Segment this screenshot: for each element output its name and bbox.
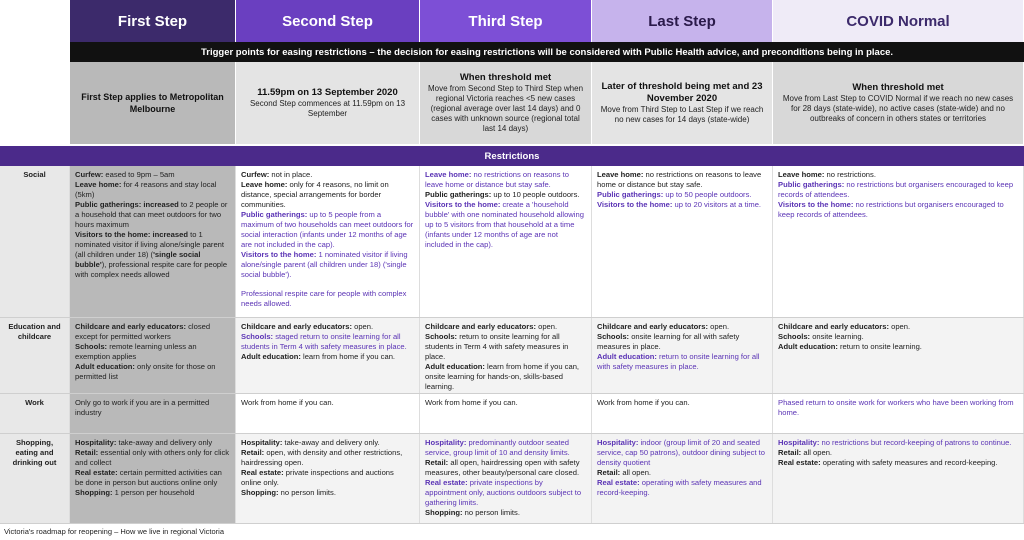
restrictions-banner: Restrictions xyxy=(0,146,1024,166)
text: no restrictions on reasons to leave home or distance but stay safe. xyxy=(597,170,762,189)
timing-second xyxy=(236,62,420,144)
timing-first-title: First Step applies to Metropolitan Melbourne xyxy=(81,92,224,114)
text: create a 'household bubble' with one nominated household allowing up to 5 visitors from that household at a time (infants under 12 months of age are not included in the cap). xyxy=(425,200,584,249)
step-covid-normal: COVID Normal xyxy=(773,0,1024,42)
label: Schools: xyxy=(75,342,108,351)
label: Childcare and early educators: xyxy=(241,322,352,331)
text: no restrictions but organisers encouraged to keep records of attendees. xyxy=(778,200,1004,219)
timing-row xyxy=(0,62,1024,144)
label: 'single social bubble' xyxy=(75,250,201,269)
label: Leave home: xyxy=(778,170,825,179)
shopping-first-step xyxy=(70,434,236,523)
label: Hospitality: xyxy=(241,438,283,447)
trigger-points-banner: Trigger points for easing restrictions – the decision for easing restrictions will be considered with Public Health advice, and preconditions being in place. xyxy=(70,42,1024,62)
text: essential only with others only for click and collect xyxy=(75,448,230,467)
label: Hospitality: xyxy=(597,438,639,447)
label: Curfew: xyxy=(241,170,270,179)
text: up to 20 visitors at a time. xyxy=(672,200,762,209)
row-label-social: Social xyxy=(0,166,70,317)
label: Visitors to the home: increased xyxy=(75,230,188,239)
text: onsite learning for all with safety measures in place. xyxy=(597,332,740,351)
social-last-step xyxy=(592,166,773,317)
text: no person limits. xyxy=(278,488,336,497)
text: return to onsite learning. xyxy=(837,342,922,351)
work-last-step: Work from home if you can. xyxy=(592,394,773,433)
timing-last xyxy=(592,62,773,144)
text: up to 50 people outdoors. xyxy=(663,190,752,199)
social-third-step xyxy=(420,166,592,317)
step-third: Third Step xyxy=(420,0,592,42)
label: Adult education: xyxy=(597,352,657,361)
timing-second-title: 11.59pm on 13 September 2020 xyxy=(257,87,398,98)
label: Leave home: xyxy=(597,170,644,179)
text: certain permitted activities can be done in person but auctions online only xyxy=(75,468,222,487)
label: Shopping: xyxy=(425,508,463,517)
shopping-last-step xyxy=(592,434,773,523)
text: closed except for permitted workers xyxy=(75,322,211,341)
timing-third-title: When threshold met xyxy=(459,72,552,83)
text: no person limits. xyxy=(462,508,520,517)
text: learn from home if you can. xyxy=(300,352,396,361)
label: Leave home: xyxy=(75,180,122,189)
text: eased to 9pm – 5am xyxy=(103,170,175,179)
label: Public gatherings: xyxy=(241,210,308,219)
work-second-step: Work from home if you can. xyxy=(236,394,420,433)
text: open. xyxy=(889,322,911,331)
education-third-step xyxy=(420,318,592,393)
label: Adult education: xyxy=(75,362,135,371)
text: operating with safety measures and record-keeping. xyxy=(597,478,762,497)
timing-third xyxy=(420,62,592,144)
text: remote learning unless an exemption applies xyxy=(75,342,197,361)
text: up to 5 people from a maximum of two households can meet outdoors for social interaction (infants under 12 months of age are not included in the cap). xyxy=(241,210,414,249)
label: Leave home: xyxy=(241,180,288,189)
row-label-education: Education and childcare xyxy=(0,318,70,393)
label: Hospitality: xyxy=(425,438,467,447)
timing-covid-normal xyxy=(773,62,1024,144)
text: 1 person per household xyxy=(112,488,195,497)
text: predominantly outdoor seated service, group limit of 10 and density limits. xyxy=(425,438,570,457)
label: Retail: xyxy=(425,458,449,467)
work-covid-normal: Phased return to onsite work for workers who have been working from home. xyxy=(773,394,1024,433)
text: private inspections by appointment only, auctions outdoors subject to gathering limits. xyxy=(425,478,582,507)
label: Visitors to the home: xyxy=(778,200,854,209)
text: open. xyxy=(536,322,558,331)
label: Childcare and early educators: xyxy=(75,322,186,331)
label: Schools: xyxy=(597,332,630,341)
education-first-step xyxy=(70,318,236,393)
label: Retail: xyxy=(778,448,802,457)
label: Hospitality: xyxy=(75,438,117,447)
text: no restrictions. xyxy=(824,170,876,179)
label: Shopping: xyxy=(75,488,113,497)
figure-caption: Victoria's roadmap for reopening – How we live in regional Victoria xyxy=(4,527,225,536)
step-last: Last Step xyxy=(592,0,773,42)
timing-covid-normal-body: Move from Last Step to COVID Normal if we reach no new cases for 28 days (state-wide), no active cases (state-wide) and no outbreaks of concern in others states or territories xyxy=(782,94,1014,123)
text: open, with density and other restrictions, hairdressing open. xyxy=(241,448,403,467)
social-first-step xyxy=(70,166,236,317)
text: 1 nominated visitor if living alone/single parent (all children under 18) ('single social bubble'). xyxy=(241,250,408,279)
label: Retail: xyxy=(75,448,99,457)
shopping-covid-normal xyxy=(773,434,1024,523)
text: open. xyxy=(352,322,374,331)
text: to 2 people or a household that can meet outdoors for two hours maximum xyxy=(75,200,228,229)
label: Retail: xyxy=(597,468,621,477)
timing-second-body: Second Step commences at 11.59pm on 13 September xyxy=(249,99,406,118)
label: Public gatherings: increased xyxy=(75,200,179,209)
social-second-step xyxy=(236,166,420,317)
label: Public gatherings: xyxy=(597,190,664,199)
row-label-work: Work xyxy=(0,394,70,433)
text: for 4 reasons and stay local (5km) xyxy=(75,180,217,199)
text: not in place. xyxy=(269,170,313,179)
text: return to onsite learning for all with safety measures in place. xyxy=(597,352,760,371)
step-first: First Step xyxy=(70,0,236,42)
timing-covid-normal-title: When threshold met xyxy=(852,82,944,93)
label: Schools: xyxy=(241,332,274,341)
label: Schools: xyxy=(778,332,811,341)
step-header-row xyxy=(0,0,1024,42)
label: Childcare and early educators: xyxy=(778,322,889,331)
label: Visitors to the home: xyxy=(241,250,317,259)
text: only for 4 reasons, no limit on distance, special arrangements for border communities. xyxy=(241,180,389,209)
text: Professional respite care for people with complex needs allowed. xyxy=(241,289,407,308)
step-second: Second Step xyxy=(236,0,420,42)
work-first-step: Only go to work if you are in a permitted industry xyxy=(70,394,236,433)
label: Adult education: xyxy=(425,362,485,371)
work-third-step: Work from home if you can. xyxy=(420,394,592,433)
label: Adult education: xyxy=(778,342,838,351)
label: Leave home: xyxy=(425,170,472,179)
text: all open. xyxy=(620,468,652,477)
text: ), professional respite care for people with complex needs allowed xyxy=(75,260,228,279)
label: Curfew: xyxy=(75,170,104,179)
timing-spacer xyxy=(0,62,70,144)
text: onsite learning. xyxy=(810,332,864,341)
text: no restrictions but organisers encouraged to keep records of attendees. xyxy=(778,180,1014,199)
label: Visitors to the home: xyxy=(425,200,501,209)
text: indoor (group limit of 20 and seated service, cap 50 patrons), outdoor dining subject to density quotient xyxy=(597,438,766,467)
text: learn from home if you can, onsite learning for hands-on, skills-based learning. xyxy=(425,362,580,391)
text: all open. xyxy=(801,448,833,457)
label: Public gatherings: xyxy=(425,190,492,199)
timing-last-body: Move from Third Step to Last Step if we reach no new cases for 14 days (state-wide) xyxy=(600,105,764,124)
text: no restrictions but record-keeping of patrons to continue. xyxy=(819,438,1012,447)
header-spacer xyxy=(0,0,70,42)
table-row-work xyxy=(0,394,1024,434)
label: Shopping: xyxy=(241,488,279,497)
timing-first xyxy=(70,62,236,144)
timing-third-body: Move from Second Step to Third Step when regional Victoria reaches <5 new cases (regional average over last 14 days) and 0 cases with unknown source (regional total last 14 days) xyxy=(427,84,584,133)
education-second-step xyxy=(236,318,420,393)
text: take-away and delivery only xyxy=(116,438,213,447)
label: Childcare and early educators: xyxy=(597,322,708,331)
education-covid-normal xyxy=(773,318,1024,393)
label: Real estate: xyxy=(778,458,821,467)
label: Adult education: xyxy=(241,352,301,361)
text: open. xyxy=(708,322,730,331)
timing-last-title: Later of threshold being met and 23 November 2020 xyxy=(601,81,763,104)
table-row-social xyxy=(0,166,1024,318)
text: staged return to onsite learning for all students in Term 4 with safety measures in place. xyxy=(241,332,407,351)
label: Childcare and early educators: xyxy=(425,322,536,331)
row-label-shopping: Shopping, eating and drinking out xyxy=(0,434,70,523)
text: up to 10 people outdoors. xyxy=(491,190,580,199)
label: Real estate: xyxy=(75,468,118,477)
label: Real estate: xyxy=(241,468,284,477)
shopping-third-step xyxy=(420,434,592,523)
table-row-shopping xyxy=(0,434,1024,524)
text: only onsite for those on permitted list xyxy=(75,362,216,381)
text: private inspections and auctions online only. xyxy=(241,468,394,487)
text: no restrictions on reasons to leave home or distance but stay safe. xyxy=(425,170,569,189)
education-last-step xyxy=(592,318,773,393)
table-row-education xyxy=(0,318,1024,394)
text: all open, hairdressing open with safety measures, other beauty/personal care closed. xyxy=(425,458,580,477)
text: take-away and delivery only. xyxy=(282,438,380,447)
label: Public gatherings: xyxy=(778,180,845,189)
text: operating with safety measures and record-keeping. xyxy=(820,458,998,467)
text: return to onsite learning for all students in Term 4 with safety measures in place. xyxy=(425,332,569,361)
label: Schools: xyxy=(425,332,458,341)
label: Real estate: xyxy=(425,478,468,487)
social-covid-normal xyxy=(773,166,1024,317)
shopping-second-step xyxy=(236,434,420,523)
label: Retail: xyxy=(241,448,265,457)
label: Hospitality: xyxy=(778,438,820,447)
text: to 1 nominated visitor if living alone/single parent (all children under 18) ( xyxy=(75,230,225,259)
label: Visitors to the home: xyxy=(597,200,673,209)
label: Real estate: xyxy=(597,478,640,487)
